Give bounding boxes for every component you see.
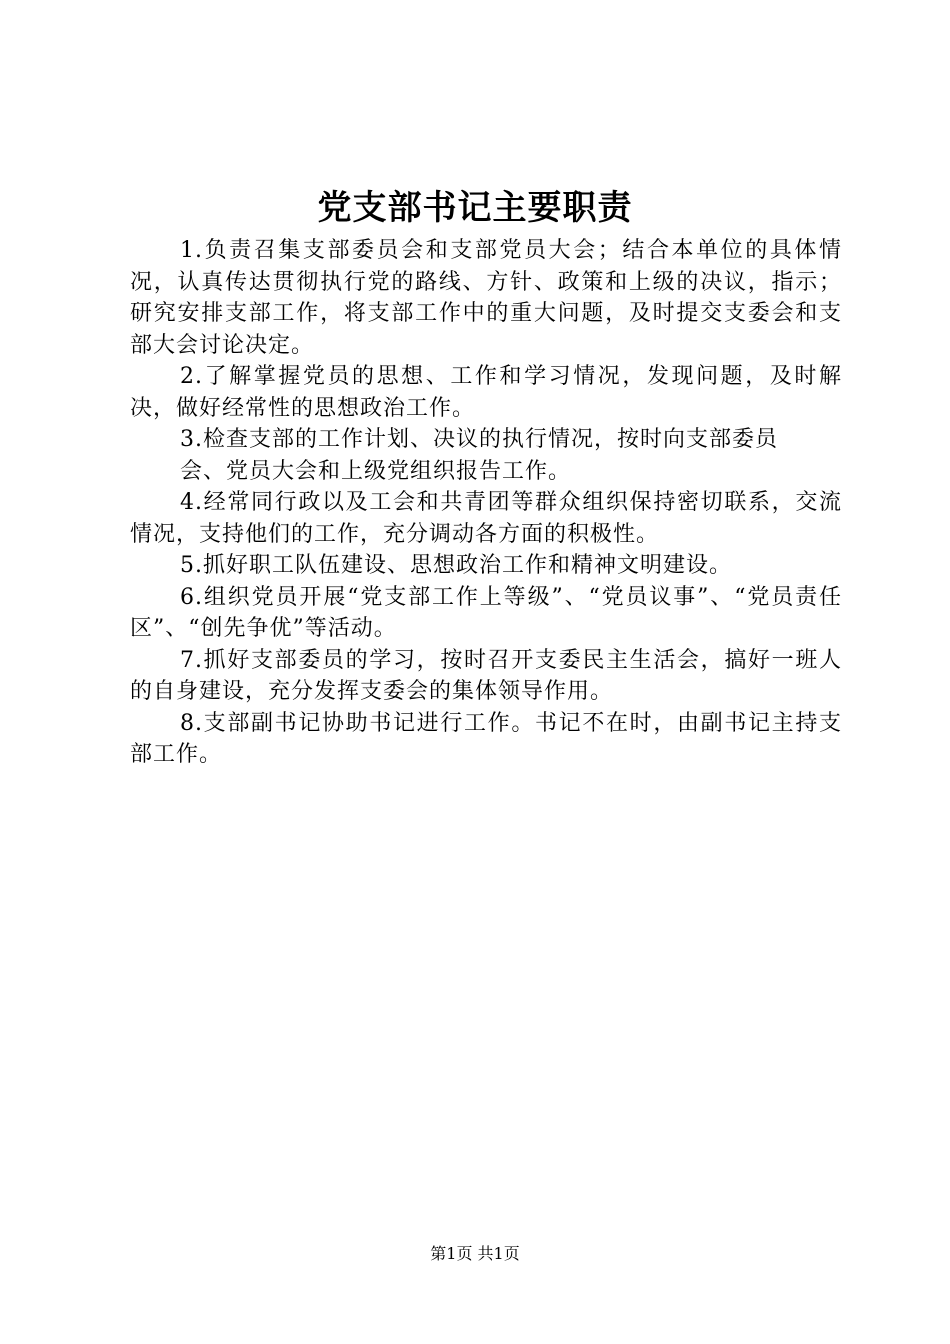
paragraph-8: 8.支部副书记协助书记进行工作。书记不在时，由副书记主持支部工作。 [130, 710, 842, 767]
paragraph-3: 3.检查支部的工作计划、决议的执行情况，按时向支部委员 [180, 427, 778, 452]
document-body [130, 235, 842, 771]
paragraph-6: 6.组织党员开展“党支部工作上等级”、“党员议事”、“党员责任区”、“创先争优”等活动。 [130, 584, 842, 641]
paragraph-1: 1.负责召集支部委员会和支部党员大会；结合本单位的具体情况，认真传达贯彻执行党的路线、方针、政策和上级的决议，指示；研究安排支部工作，将支部工作中的重大问题，及时提交支委会和支部大会讨论决定。 [130, 238, 842, 358]
paragraph-4: 4.经常同行政以及工会和共青团等群众组织保持密切联系，交流情况，支持他们的工作，充分调动各方面的积极性。 [130, 490, 842, 547]
paragraph-3-continued: 会、党员大会和上级党组织报告工作。 [180, 458, 572, 484]
page-title: 党支部书记主要职责 [317, 188, 633, 228]
paragraph-2: 2.了解掌握党员的思想、工作和学习情况，发现问题，及时解决，做好经常性的思想政治工作。 [130, 364, 842, 421]
paragraph-5: 5.抓好职工队伍建设、思想政治工作和精神文明建设。 [180, 553, 732, 578]
page-footer: 第1页 共1页 [430, 1244, 520, 1263]
paragraph-7: 7.抓好支部委员的学习，按时召开支委民主生活会，搞好一班人的自身建设，充分发挥支委会的集体领导作用。 [130, 647, 842, 704]
